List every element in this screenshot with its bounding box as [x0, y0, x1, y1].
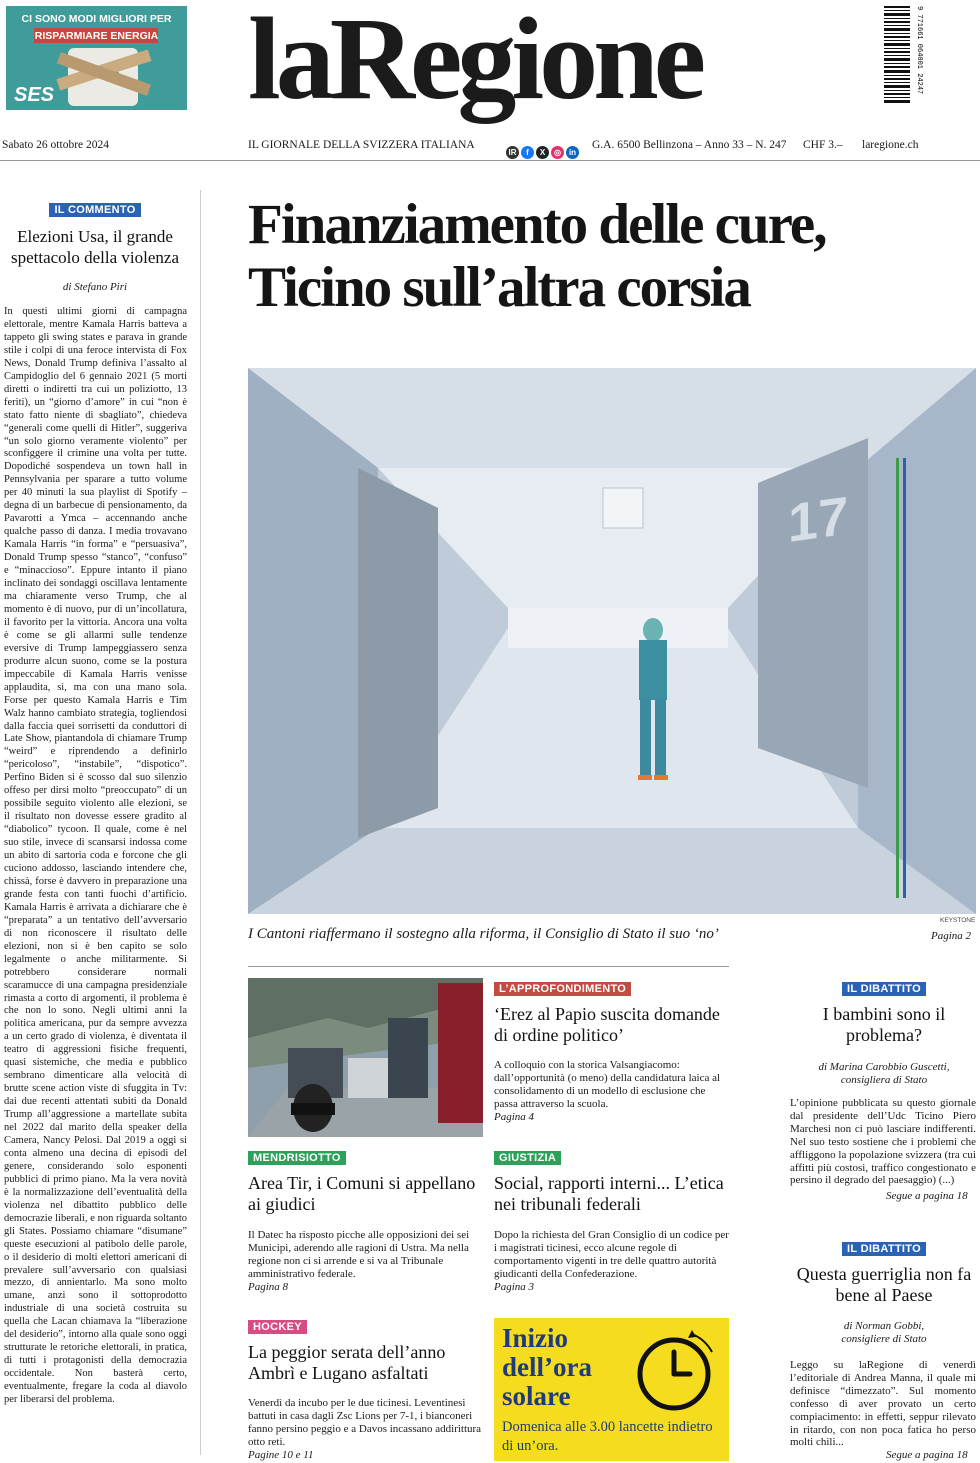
section-divider [248, 966, 729, 967]
guerriglia-headline[interactable]: Questa guerriglia non fa bene al Paese [796, 1264, 972, 1305]
lead-page-ref[interactable]: Pagina 2 [931, 930, 972, 942]
bambini-page[interactable]: Segue a pagina 18 [886, 1190, 968, 1202]
comment-headline[interactable]: Elezioni Usa, il grande spettacolo della violenza [10, 227, 180, 267]
story-label-wrap [248, 1317, 307, 1335]
bambini-byline-2: consigliera di Stato [840, 1074, 928, 1086]
hockey-page[interactable]: Pagine 10 e 11 [248, 1449, 314, 1461]
ad-line-2: RISPARMIARE ENERGIA [34, 30, 159, 42]
ora-solare-text: Domenica alle 3.00 lancette indietro di un’ora. [502, 1419, 713, 1454]
column-divider [200, 190, 201, 1455]
photo-credit: KEYSTONE [940, 917, 976, 924]
giustizia-label: GIUSTIZIA [494, 1151, 561, 1165]
tagline: IL GIORNALE DELLA SVIZZERA ITALIANA [248, 139, 475, 151]
story-label-wrap [494, 979, 631, 997]
comment-body: In questi ultimi giorni di campagna elettorale, mentre Kamala Harris batteva a tappeto gli swing states e parava in grande stile i colpi di una feroce intervista di Fox News, Donald Trump definiva l’assalto al Campidoglio del 6 gennaio 2021 (5 morti diretti o indiretti tra cui un poliziotto, 13 feriti), un “giorno d’amore” in cui “non è stato fatto niente di sbagliato”, chiedeva “generali come quelli di Hitler”, suggeriva “un solo giorno veramente violento” per sconfiggere il crimine una volta per tutte. Dopodiché sospendeva un town hall in Pennsylvania per sparare a tutto volume per 40 minuti la sua playlist di Spotify – degna di un barbecue di pensionamento, da Pavarotti a Ymca – accennando anche qualche passo di danza. I media trovavano Kamala Harris “in forma” e “persuasiva”, Donald Trump spesso “stanco”, “confuso” e “minaccioso”. Eppure intanto il piano inclinato dei sondaggi oscillava lentamente ma chiaramente verso Trump, che al momento è di nuovo, pur di un’incollatura, il favorito per la vittoria. Ancora una volta è come se gli allarmi sulle tendenze eversive di Trump lampeggiassero senza produrre alcun suono, come se la postura impeccabile di Kamala Harris venisse applaudita, sì, ma con una mano sola. Forse per questo Kamala Harris e Tim Walz hanno cambiato strategia, togliendosi dalla faccia quei sorrisetti da conduttori di Late Show, piantandola di chiamare Trump “weird” e riprendendo a definirlo “pericoloso”, “instabile”, “dispotico”. Perfino Biden si è scosso dal suo silenzio offeso per dirsi molto “preoccupato” di un possibile seguito violento alle elezioni, se il risultato non dovesse essere gradito al “diabolico” tycoon. Il quale, come è nel suo stile, invece di scansarsi indossa come un abito di sartoria coda e forcone che gli cuciono addosso, lasciando intendere che, chissà, forse è davvero in preparazione una grande festa con tanti fuochi d’artificio. Kamala Harris è arrivata a dichiarare che è “preparata” a un tentativo dell’avversario di non riconoscere il risultato delle elezioni, non si è ben capito se solo legalmente o anche militarmente. Si potrebbero considerare normali scaramucce di una campagna presidenziale rimasta a corto di argomenti, il problema è che non lo sono. Negli ultimi anni la politica americana, pur da sempre avvezza a un certo grado di violenza, è diventata il teatro di aggressioni fisiche frequenti, quasi sistemiche, che media e pubblico sembrano dimenticare alla velocità di brutte scene action viste di sfuggita in Tv: dai due recenti attentati subiti da Donald Trump all’aggressione a martellate subita nel 2022 dal marito della speaker della Camera, Nancy Pelosi. Dal 2019 a oggi si conta almeno una decina di episodi del genere, considerando solo esponenti pubblici di primo piano. Ma la vera novità è la normalizzazione dell’eventualità della violenza nel dibattito pubblico delle democrazie liberali, e non riguarda soltanto gli States. Possiamo chiamare “disumane” queste esecuzioni al patibolo delle parole, o il desiderio di molti elettori americani di prevalere sull’avversario con qualsiasi mezzo, di annientarlo. Ma sono molto umane, anzi sono il sottoprodotto industriale di una società costruita su quella che Lacan chiamava la “liberazione del desiderio”, intorno alla quale sono oggi strutturate le retoriche elettorali, in pratica, di tutti i protagonisti della democrazia occidentale. Non basterà certo, eventualmente, fregare la coda al diavolo per liberarsi del problema. [4, 306, 187, 1406]
price: CHF 3.– [803, 139, 843, 151]
tribunali-page[interactable]: Pagina 3 [494, 1281, 535, 1293]
approfondimento-label: L’APPROFONDIMENTO [494, 982, 631, 996]
bambini-byline-1: di Marina Carobbio Guscetti, [818, 1061, 950, 1073]
truck-traffic-photo[interactable] [248, 978, 483, 1137]
story-label-wrap [248, 1148, 346, 1166]
guerriglia-body: Leggo su laRegione di venerdì l’editoriale di Andrea Manna, il quale mi definisce “dimezzato”. Sul momento confesso di aver provato un certo compiacimento: in effetti, seppur rilevato in ritardo, con non poca fatica ho perso molti chili... [790, 1359, 976, 1449]
dibattito-label: IL DIBATTITO [842, 982, 926, 996]
area-tir-headline[interactable]: Area Tir, i Comuni si appellano ai giudici [248, 1173, 476, 1214]
masthead-title: laRegione [248, 0, 702, 124]
barcode [884, 6, 924, 118]
comment-label: IL COMMENTO [49, 203, 140, 217]
barcode-text: 9 771661 064001 24247 [915, 6, 923, 95]
hockey-label: HOCKEY [248, 1320, 307, 1334]
tribunali-headline[interactable]: Social, rapporti interni... L’etica nei tribunali federali [494, 1173, 724, 1214]
mendrisiotto-label: MENDRISIOTTO [248, 1151, 346, 1165]
story-label-wrap [792, 979, 976, 997]
story-label-wrap [494, 1148, 561, 1166]
hospital-corridor-photo[interactable] [248, 368, 976, 914]
x-icon[interactable]: X [536, 146, 549, 159]
lead-headline-line-2: Ticino sull’altra corsia [248, 256, 750, 319]
lead-caption: I Cantoni riaffermano il sostegno alla riforma, il Consiglio di Stato il suo ‘no’ [248, 926, 719, 942]
facebook-icon[interactable]: f [521, 146, 534, 159]
ad-line-1: CI SONO MODI MIGLIORI PER [21, 13, 172, 25]
erez-page[interactable]: Pagina 4 [494, 1111, 535, 1123]
clock-icon [630, 1328, 718, 1416]
guerriglia-page[interactable]: Segue a pagina 18 [886, 1449, 968, 1461]
guerriglia-byline-1: di Norman Gobbi, [843, 1320, 925, 1332]
svg-text:17: 17 [788, 485, 849, 555]
area-tir-page[interactable]: Pagina 8 [248, 1281, 289, 1293]
social-icons [506, 146, 579, 159]
tribunali-body: Dopo la richiesta del Gran Consiglio di un codice per i magistrati ticinesi, ecco alcune regole di comportamento vigenti in tre delle quattro autorità giudicanti della Confederazione. [494, 1229, 729, 1280]
bambini-body: L’opinione pubblicata su questo giornale dal presidente dell’Udc Ticino Piero Marchesi non ci può lasciare indifferenti. Nel suo testo sostiene che i problemi che affliggono la popolazione svizzera (tra cui affitti più costosi, traffico congestionato e persino il degrado del paesaggio) (...) [790, 1097, 976, 1187]
instagram-icon[interactable]: ◎ [551, 146, 564, 159]
hockey-body: Venerdì da incubo per le due ticinesi. Leventinesi battuti in casa dagli Zsc Lions per 7-1, i bianconeri fanno persino peggio e a Davos incassano addirittura otto reti. [248, 1397, 482, 1448]
energy-ad[interactable] [6, 6, 187, 110]
erez-headline[interactable]: ‘Erez al Papio suscita domande di ordine politico’ [494, 1004, 720, 1045]
website-link[interactable]: laregione.ch [862, 139, 919, 151]
story-label-wrap [792, 1239, 976, 1257]
dibattito-label: IL DIBATTITO [842, 1242, 926, 1256]
hockey-headline[interactable]: La peggior serata dell’anno Ambrì e Lugano asfaltati [248, 1342, 446, 1383]
erez-body: A colloquio con la storica Valsangiacomo: dall’opportunità (o meno) della candidatura laica al consolidamento di un modello di esclusione che passa attraverso la scuola. [494, 1059, 721, 1110]
bambini-headline[interactable]: I bambini sono il problema? [822, 1004, 946, 1045]
comment-label-wrap [0, 200, 190, 218]
ora-solare-box[interactable] [494, 1318, 729, 1461]
masthead-divider [0, 160, 980, 161]
ora-solare-title: Inizio dell’ora solare [502, 1323, 592, 1411]
issue-date: Sabato 26 ottobre 2024 [2, 139, 109, 151]
linkedin-icon[interactable]: in [566, 146, 579, 159]
lead-headline-line-1: Finanziamento delle cure, [248, 193, 826, 256]
lead-headline[interactable] [248, 193, 825, 319]
ad-brand-logo: SES [14, 84, 55, 106]
lR-icon[interactable]: lR [506, 146, 519, 159]
area-tir-body: Il Datec ha risposto picche alle opposizioni dei sei Municipi, aderendo alle ragioni di Ustra. Ma nella regione non ci si arrende e si va al Tribunale amministrativo federale. [248, 1229, 470, 1280]
comment-byline: di Stefano Piri [62, 281, 128, 293]
issue-info: G.A. 6500 Bellinzona – Anno 33 – N. 247 [592, 139, 787, 151]
guerriglia-byline-2: consigliere di Stato [841, 1333, 927, 1345]
